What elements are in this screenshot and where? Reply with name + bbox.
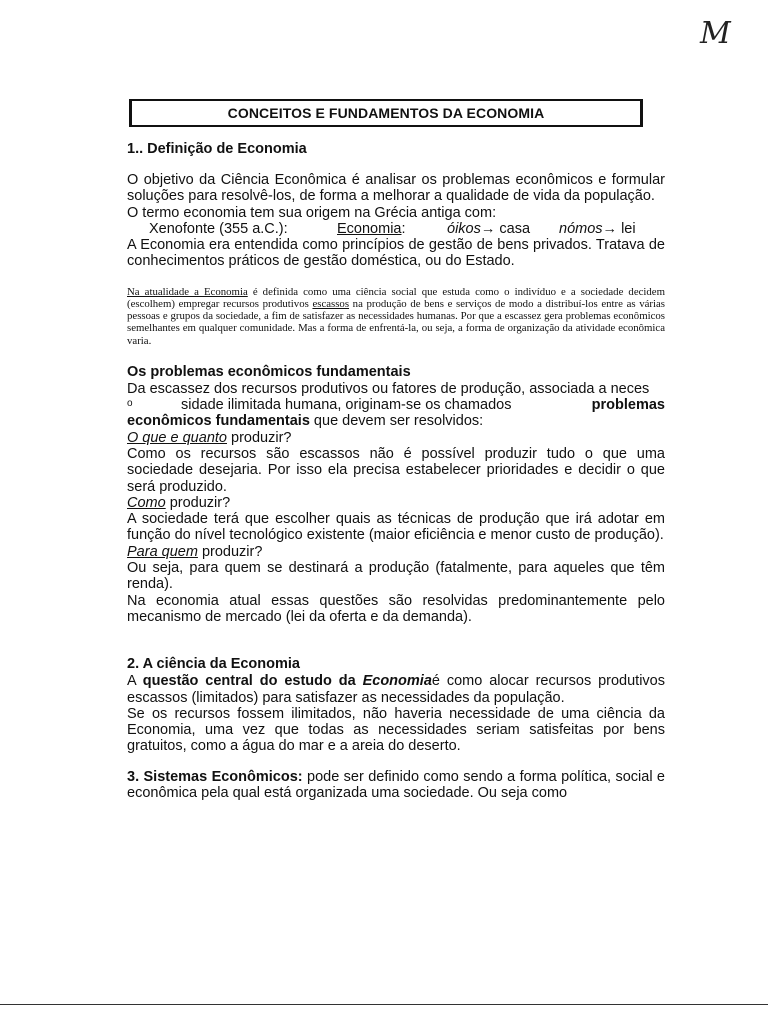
question-2 <box>127 495 665 511</box>
oikos-word: óikos <box>447 220 481 237</box>
section-2-paragraph-2: Se os recursos fossem ilimitados, não haveria necessidade de uma ciência da Economia, uma vez que todas as necessidades seriam satisfeitas por bens gratuitos, como a água do mar e a areia do deserto. <box>127 705 665 755</box>
section-3-heading: 3. Sistemas Econômicos: <box>127 768 303 785</box>
problems-paragraph-2a: sidade ilimitada humana, originam-se os chamados <box>181 397 512 414</box>
section-1-paragraph-3: A Economia era entendida como princípios de gestão de bens privados. Tratava de conhecimentos práticos de gestão doméstica, ou do Estado. <box>127 237 665 270</box>
section-2-paragraph-1 <box>127 673 665 706</box>
answer-2: A sociedade terá que escolher quais as técnicas de produção que irá adotar em função do nível tecnológico existente (maior eficiência e menor custo de produção). <box>127 511 665 544</box>
small-underlined-1: Na atualidade a Economia <box>127 285 248 298</box>
page-title: CONCEITOS E FUNDAMENTOS DA ECONOMIA <box>227 105 545 121</box>
handwritten-mark: M <box>700 16 731 51</box>
arrow-icon: → <box>480 220 496 237</box>
problems-bullet-row <box>127 397 665 413</box>
lei-word: lei <box>621 220 636 237</box>
section-1-heading: 1.. Definição de Economia <box>127 141 307 157</box>
section-1-paragraph-2: O termo economia tem sua origem na Grécia antiga com: <box>127 204 497 221</box>
problems-paragraph-1: Da escassez dos recursos produtivos ou fatores de produção, associada a neces <box>127 380 650 397</box>
small-text-1: é definida como uma ciência social que estuda como o indivíduo e a sociedade decidem (escolhem) empregar recursos produtivos <box>127 285 665 310</box>
question-1 <box>127 430 665 446</box>
problems-paragraph-2c: que devem ser resolvidos: <box>309 413 484 430</box>
section-3-text: pode ser definido como sendo a forma política, social e econômica pela qual está organizada uma sociedade. Ou seja como <box>127 768 665 802</box>
small-text-2: na produção de bens e serviços de modo a distribuí-los entre as várias pessoas e grupos da sociedade, a fim de satisfazer as necessidades humanas. Por que a escassez gera problemas econômicos semelhantes em qualquer comunidade. Mas a forma de enfrentá-la, ou seja, a forma de organização da atividade econômica varia. <box>127 297 665 347</box>
colon: : <box>401 220 406 237</box>
economia-word: Economia <box>337 220 402 237</box>
problems-bold-term: econômicos fundamentais <box>127 413 310 430</box>
section-3-paragraph <box>127 769 665 802</box>
answer-1: Como os recursos são escassos não é possível produzir tudo o que uma sociedade desejaria. Por isso ela precisa estabelecer prioridades e decidir o que será produzido. <box>127 445 665 495</box>
arrow-icon: → <box>602 220 618 237</box>
etymology-row <box>127 221 665 237</box>
s2-p1a: A <box>127 673 143 690</box>
problems-heading: Os problemas econômicos fundamentais <box>127 363 411 380</box>
page-title-box <box>129 99 643 127</box>
question-1-term: O que e quanto <box>127 429 227 446</box>
problems-bold-start: problemas <box>591 397 665 414</box>
section-2-heading: 2. A ciência da Economia <box>127 656 300 673</box>
question-3 <box>127 544 665 560</box>
answer-4: Na economia atual essas questões são resolvidas predominantemente pelo mecanismo de mercado (lei da oferta e da demanda). <box>127 592 665 625</box>
nomos-word: nómos <box>559 220 603 237</box>
small-underlined-2: escassos <box>312 297 350 310</box>
answer-3: Ou seja, para quem se destinará a produção (fatalmente, para aqueles que têm renda). <box>127 560 665 593</box>
question-3-rest: produzir? <box>197 543 263 560</box>
problems-paragraph-2 <box>127 413 665 429</box>
question-3-term: Para quem <box>127 543 198 560</box>
bullet-icon: o <box>127 398 133 410</box>
question-1-rest: produzir? <box>226 429 292 446</box>
xenofonte-label: Xenofonte (355 a.C.): <box>149 220 288 237</box>
question-2-rest: produzir? <box>165 494 231 511</box>
document-body <box>127 140 665 801</box>
s2-p1c: Economia <box>362 673 432 690</box>
s2-p1b: questão central do estudo da <box>142 673 363 690</box>
bottom-divider <box>0 1004 768 1005</box>
definition-small-paragraph <box>127 286 665 347</box>
casa-word: casa <box>499 220 531 237</box>
question-2-term: Como <box>127 494 166 511</box>
s2-p1d: é como alocar recursos produtivos escassos (limitados) para satisfazer as necessidades da população. <box>127 673 665 706</box>
section-1-paragraph-1: O objetivo da Ciência Econômica é analisar os problemas econômicos e formular soluções para resolvê-los, de forma a melhorar a qualidade de vida da população. <box>127 172 665 205</box>
